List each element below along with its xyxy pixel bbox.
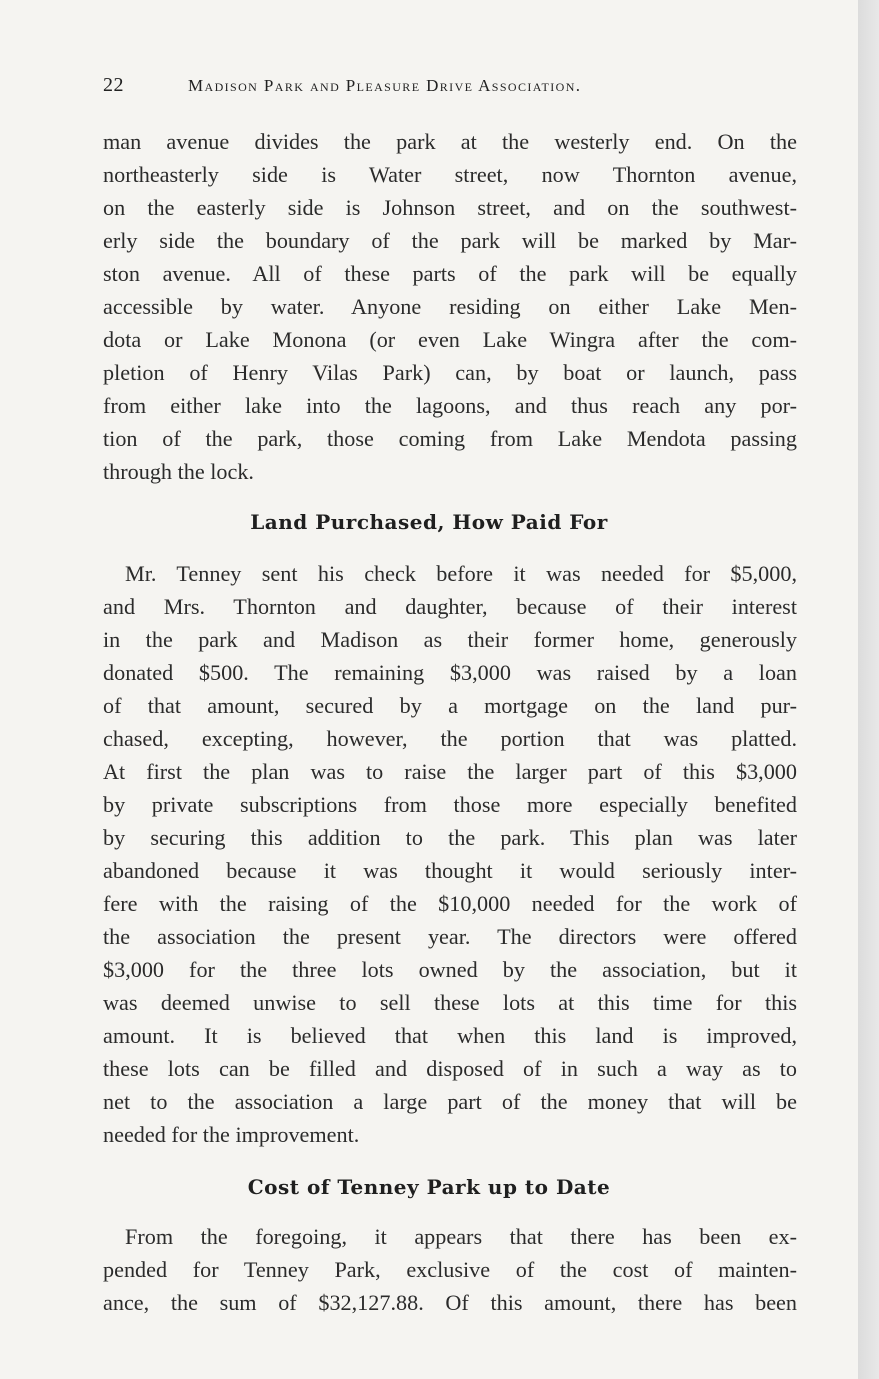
text-line: through the lock.	[103, 459, 254, 484]
text-line: amount. It is believed that when this land is improved,	[103, 1023, 797, 1048]
text-line: in the park and Madison as their former home, generously	[103, 627, 797, 652]
text-line: erly side the boundary of the park will be marked by Mar-	[103, 228, 797, 253]
text-line: ston avenue. All of these parts of the park will be equally	[103, 261, 797, 286]
paragraph-2	[103, 557, 797, 1151]
text-line: From the foregoing, it appears that there has been ex-	[125, 1224, 797, 1249]
text-line: donated $500. The remaining $3,000 was raised by a loan	[103, 660, 797, 685]
text-line: was deemed unwise to sell these lots at this time for this	[103, 990, 797, 1015]
text-line: net to the association a large part of the money that will be	[103, 1089, 797, 1114]
paragraph-3	[103, 1220, 797, 1319]
text-line: At first the plan was to raise the larger part of this $3,000	[103, 759, 797, 784]
text-line: dota or Lake Monona (or even Lake Wingra after the com-	[103, 327, 797, 352]
text-line: by securing this addition to the park. This plan was later	[103, 825, 797, 850]
page-edge	[858, 0, 879, 1379]
text-line: chased, excepting, however, the portion that was platted.	[103, 726, 797, 751]
text-line: Mr. Tenney sent his check before it was needed for $5,000,	[125, 561, 797, 586]
page-number: 22	[103, 74, 124, 96]
text-line: northeasterly side is Water street, now Thornton avenue,	[103, 162, 797, 187]
page-header	[103, 74, 715, 102]
text-line: from either lake into the lagoons, and thus reach any por-	[103, 393, 797, 418]
text-line: these lots can be filled and disposed of in such a way as to	[103, 1056, 797, 1081]
text-line: the association the present year. The directors were offered	[103, 924, 797, 949]
text-line: fere with the raising of the $10,000 needed for the work of	[103, 891, 797, 916]
text-line: tion of the park, those coming from Lake Mendota passing	[103, 426, 797, 451]
text-line: needed for the improvement.	[103, 1122, 360, 1147]
text-line: and Mrs. Thornton and daughter, because of their interest	[103, 594, 797, 619]
section-heading-land-purchased: Land Purchased, How Paid For	[250, 510, 608, 534]
text-line: man avenue divides the park at the westerly end. On the	[103, 129, 797, 154]
text-line: ance, the sum of $32,127.88. Of this amount, there has been	[103, 1290, 797, 1315]
text-line: accessible by water. Anyone residing on either Lake Men-	[103, 294, 797, 319]
section-heading-cost-of-tenney-park: Cost of Tenney Park up to Date	[247, 1175, 611, 1199]
text-line: $3,000 for the three lots owned by the association, but it	[103, 957, 797, 982]
text-line: of that amount, secured by a mortgage on the land pur-	[103, 693, 797, 718]
text-line: abandoned because it was thought it would seriously inter-	[103, 858, 797, 883]
text-line: pended for Tenney Park, exclusive of the cost of mainten-	[103, 1257, 797, 1282]
running-head: Madison Park and Pleasure Drive Association.	[188, 76, 582, 95]
text-line: pletion of Henry Vilas Park) can, by boat or launch, pass	[103, 360, 797, 385]
text-line: on the easterly side is Johnson street, and on the southwest-	[103, 195, 797, 220]
paragraph-1	[103, 125, 797, 488]
text-line: by private subscriptions from those more especially benefited	[103, 792, 797, 817]
